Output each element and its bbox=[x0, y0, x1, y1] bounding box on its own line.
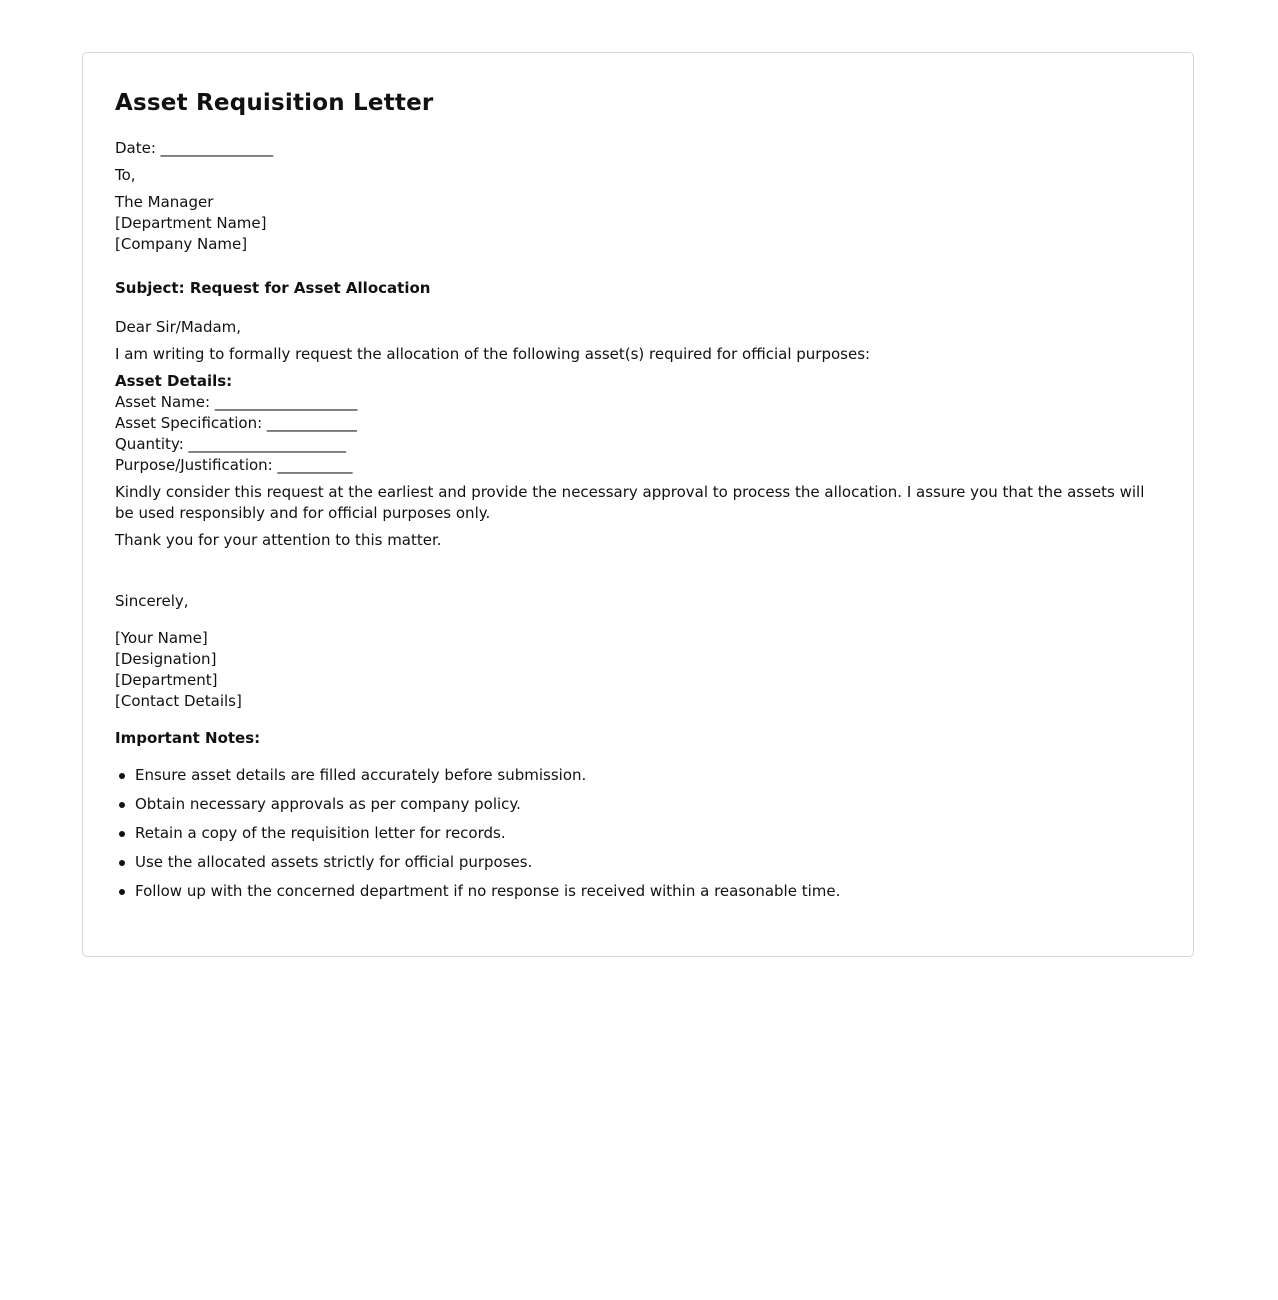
note-text: Ensure asset details are filled accurately before submission. bbox=[135, 766, 587, 784]
note-text: Use the allocated assets strictly for official purposes. bbox=[135, 853, 533, 871]
asset-specification-field: Asset Specification: ____________ bbox=[115, 414, 357, 432]
signature-department: [Department] bbox=[115, 671, 218, 689]
note-text: Obtain necessary approvals as per company policy. bbox=[135, 795, 521, 813]
asset-name-field: Asset Name: ___________________ bbox=[115, 393, 358, 411]
note-item bbox=[135, 881, 1161, 902]
recipient-department: [Department Name] bbox=[115, 214, 267, 232]
signature-block bbox=[115, 628, 1161, 712]
note-item bbox=[135, 794, 1161, 815]
recipient-manager: The Manager bbox=[115, 193, 214, 211]
signature-designation: [Designation] bbox=[115, 650, 217, 668]
signature-contact: [Contact Details] bbox=[115, 692, 242, 710]
bullet-icon bbox=[119, 802, 125, 808]
bullet-icon bbox=[119, 860, 125, 866]
recipient-block bbox=[115, 192, 1161, 255]
date-line: Date: _______________ bbox=[115, 139, 274, 157]
request-paragraph: Kindly consider this request at the earliest and provide the necessary approval to process the allocation. I assure you that the assets will be used responsibly and for official purposes only. bbox=[115, 483, 1145, 522]
asset-details-heading: Asset Details: bbox=[115, 372, 233, 390]
note-item bbox=[135, 852, 1161, 873]
salutation: Dear Sir/Madam, bbox=[115, 318, 242, 336]
note-item bbox=[135, 823, 1161, 844]
bullet-icon bbox=[119, 889, 125, 895]
note-text: Follow up with the concerned department if no response is received within a reasonable time. bbox=[135, 882, 841, 900]
purpose-field: Purpose/Justification: __________ bbox=[115, 456, 353, 474]
note-text: Retain a copy of the requisition letter for records. bbox=[135, 824, 506, 842]
subject-line: Subject: Request for Asset Allocation bbox=[115, 279, 431, 297]
page-title: Asset Requisition Letter bbox=[115, 90, 434, 116]
note-item bbox=[135, 765, 1161, 786]
recipient-company: [Company Name] bbox=[115, 235, 248, 253]
thanks-line: Thank you for your attention to this matter. bbox=[115, 531, 442, 549]
bullet-icon bbox=[119, 831, 125, 837]
quantity-field: Quantity: _____________________ bbox=[115, 435, 347, 453]
bullet-icon bbox=[119, 773, 125, 779]
notes-list bbox=[115, 765, 1161, 902]
closing-line: Sincerely, bbox=[115, 592, 189, 610]
intro-paragraph: I am writing to formally request the allocation of the following asset(s) required for official purposes: bbox=[115, 345, 871, 363]
asset-details-block bbox=[115, 371, 1161, 476]
notes-heading: Important Notes: bbox=[115, 729, 261, 747]
letter-card bbox=[82, 52, 1194, 957]
signature-name: [Your Name] bbox=[115, 629, 208, 647]
to-line: To, bbox=[115, 166, 136, 184]
